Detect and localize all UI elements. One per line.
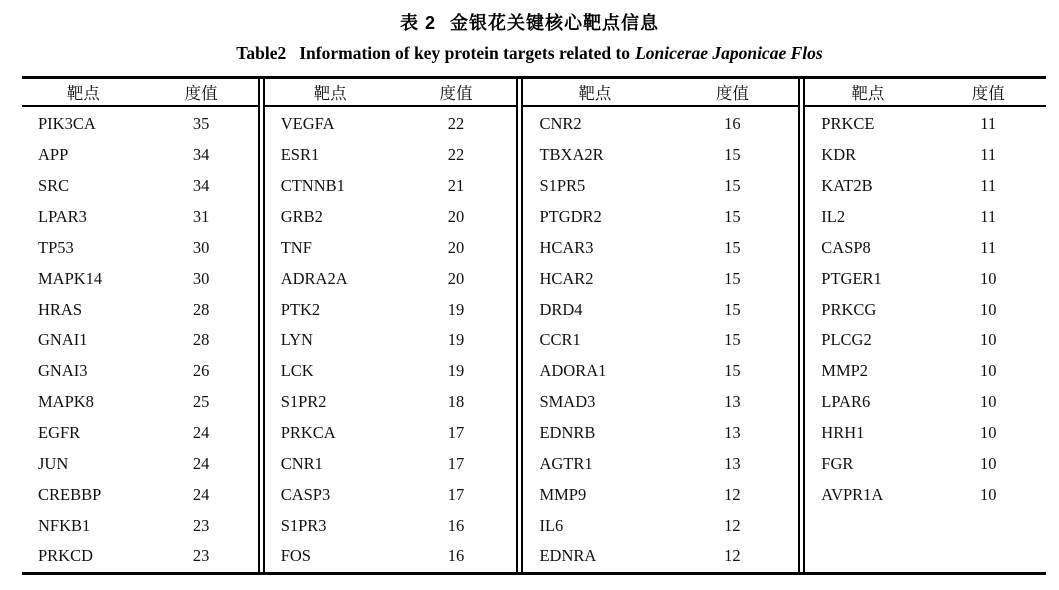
double-rule-divider <box>516 79 523 572</box>
table-row <box>523 448 798 479</box>
table-row <box>523 325 798 356</box>
degree-cell: 12 <box>724 484 741 504</box>
table-row <box>805 171 1046 202</box>
target-cell: MMP9 <box>539 484 587 504</box>
table-row <box>22 541 258 572</box>
target-cell: HRAS <box>38 299 83 319</box>
degree-cell: 11 <box>980 237 997 257</box>
table-row <box>523 263 798 294</box>
table-row <box>805 356 1046 387</box>
table-row <box>22 263 258 294</box>
target-cell: PLCG2 <box>821 330 872 350</box>
target-cell: PRKCD <box>38 546 94 566</box>
degree-cell: 19 <box>447 361 465 381</box>
table-row <box>805 202 1046 233</box>
table-row <box>523 510 798 541</box>
degree-cell: 11 <box>980 114 997 134</box>
group-header <box>22 79 258 107</box>
table-row <box>22 294 258 325</box>
table-number-zh: 表 2 <box>399 13 436 33</box>
table-row <box>265 232 517 263</box>
degree-cell: 15 <box>724 330 741 350</box>
degree-cell: 20 <box>447 207 465 226</box>
degree-cell: 10 <box>979 453 997 473</box>
degree-column-header: 度值 <box>971 84 1005 103</box>
target-cell: ADRA2A <box>280 268 348 288</box>
group-rows <box>805 107 1046 572</box>
degree-cell: 15 <box>724 176 741 196</box>
table-row <box>22 387 258 418</box>
table-row <box>22 448 258 479</box>
degree-column-header: 度值 <box>184 84 218 103</box>
table-row <box>22 418 258 449</box>
table-row <box>265 510 517 541</box>
target-cell: HCAR3 <box>539 237 594 257</box>
table-row <box>523 541 798 572</box>
table-row <box>805 510 1046 541</box>
degree-cell: 10 <box>979 484 997 504</box>
degree-cell: 11 <box>980 207 997 226</box>
target-group <box>805 79 1046 572</box>
degree-cell: 15 <box>724 145 741 165</box>
degree-cell: 15 <box>724 299 741 319</box>
table-row <box>805 263 1046 294</box>
table-row <box>523 171 798 202</box>
target-cell: S1PR2 <box>280 392 327 412</box>
target-cell: HRH1 <box>821 423 865 443</box>
degree-cell: 21 <box>447 176 465 196</box>
group-header <box>523 79 798 107</box>
table-row <box>265 479 517 510</box>
degree-cell: 22 <box>447 145 465 165</box>
table-row <box>805 294 1046 325</box>
target-cell: GNAI1 <box>38 330 88 350</box>
table-row <box>22 510 258 541</box>
table-row <box>265 418 517 449</box>
target-cell: MAPK14 <box>38 268 103 288</box>
target-cell: IL6 <box>539 515 564 535</box>
degree-cell: 12 <box>724 515 741 535</box>
table-row <box>523 418 798 449</box>
degree-cell: 17 <box>447 453 465 473</box>
target-cell: HCAR2 <box>539 268 594 288</box>
table-row <box>265 140 517 171</box>
table-title-english <box>0 43 1059 64</box>
table-row <box>265 294 517 325</box>
degree-cell: 12 <box>724 546 741 566</box>
table-row <box>805 109 1046 140</box>
target-cell: S1PR3 <box>280 515 327 535</box>
targets-table <box>22 76 1046 575</box>
table-row <box>22 325 258 356</box>
target-cell: GNAI3 <box>38 361 88 381</box>
target-cell: LYN <box>280 330 313 350</box>
table-row <box>523 109 798 140</box>
degree-cell: 15 <box>724 237 741 257</box>
target-column-header: 靶点 <box>851 84 885 103</box>
group-rows <box>265 107 517 572</box>
target-cell: AVPR1A <box>821 484 884 504</box>
target-group <box>265 79 517 572</box>
degree-cell: 13 <box>724 423 741 443</box>
target-cell: ESR1 <box>280 145 320 165</box>
degree-cell: 13 <box>724 392 741 412</box>
table-row <box>805 232 1046 263</box>
target-cell: LPAR6 <box>821 392 871 412</box>
degree-cell: 19 <box>447 299 465 319</box>
target-cell: PIK3CA <box>38 114 96 134</box>
target-column-header: 靶点 <box>313 84 347 103</box>
table-row <box>523 140 798 171</box>
target-cell: SRC <box>38 176 70 196</box>
degree-cell: 16 <box>447 515 465 535</box>
target-cell: IL2 <box>821 207 846 226</box>
degree-cell: 35 <box>192 114 210 134</box>
target-cell: PRKCG <box>821 299 877 319</box>
degree-cell: 15 <box>724 207 741 226</box>
target-cell: CNR2 <box>539 114 582 134</box>
table-row <box>22 232 258 263</box>
degree-cell: 17 <box>447 484 465 504</box>
degree-cell: 11 <box>980 176 997 196</box>
degree-cell: 17 <box>447 423 465 443</box>
target-cell: CREBBP <box>38 484 102 504</box>
table-row <box>805 325 1046 356</box>
degree-cell: 10 <box>979 423 997 443</box>
target-cell: CASP3 <box>280 484 331 504</box>
target-cell: FOS <box>280 546 311 566</box>
degree-column-header: 度值 <box>715 84 749 103</box>
target-cell: MMP2 <box>821 361 869 381</box>
degree-cell: 24 <box>192 453 210 473</box>
target-cell: AGTR1 <box>539 453 593 473</box>
table-row <box>265 541 517 572</box>
target-cell: CTNNB1 <box>280 176 345 196</box>
target-cell: PRKCE <box>821 114 875 134</box>
degree-cell: 31 <box>192 207 210 226</box>
degree-cell: 10 <box>979 361 997 381</box>
target-cell: APP <box>38 145 69 165</box>
table-row <box>22 109 258 140</box>
degree-cell: 15 <box>724 268 741 288</box>
degree-cell: 23 <box>192 546 210 566</box>
double-rule-divider <box>258 79 265 572</box>
table-row <box>523 294 798 325</box>
group-rows <box>22 107 258 572</box>
target-group <box>523 79 798 572</box>
target-cell: EDNRB <box>539 423 596 443</box>
degree-cell: 10 <box>979 268 997 288</box>
target-cell: EDNRA <box>539 546 597 566</box>
target-cell: KDR <box>821 145 857 165</box>
degree-cell: 34 <box>192 145 210 165</box>
target-cell: DRD4 <box>539 299 583 319</box>
target-cell: KAT2B <box>821 176 873 196</box>
table-caption-zh: 金银花关键核心靶点信息 <box>450 13 659 33</box>
degree-cell: 16 <box>447 546 465 566</box>
degree-cell: 20 <box>447 237 465 257</box>
table-row <box>22 140 258 171</box>
double-rule-divider <box>798 79 805 572</box>
table-row <box>265 448 517 479</box>
table-row <box>523 479 798 510</box>
degree-cell: 28 <box>192 330 210 350</box>
table-row <box>22 479 258 510</box>
table-row <box>523 387 798 418</box>
table-row <box>805 479 1046 510</box>
degree-cell: 10 <box>979 299 997 319</box>
degree-cell: 34 <box>192 176 210 196</box>
degree-cell: 11 <box>980 145 997 165</box>
target-cell: PTK2 <box>280 299 321 319</box>
degree-cell: 28 <box>192 299 210 319</box>
target-column-header: 靶点 <box>578 84 612 103</box>
degree-cell: 19 <box>447 330 465 350</box>
table-row <box>265 325 517 356</box>
table-row <box>265 387 517 418</box>
table-row <box>523 232 798 263</box>
table-row <box>805 418 1046 449</box>
target-cell: S1PR5 <box>539 176 586 196</box>
table-number-en: Table2 <box>236 43 287 63</box>
target-cell: TNF <box>280 237 312 257</box>
target-cell: MAPK8 <box>38 392 94 412</box>
target-cell: CNR1 <box>280 453 323 473</box>
group-header <box>265 79 517 107</box>
target-group <box>22 79 258 572</box>
target-cell: CASP8 <box>821 237 871 257</box>
table-row <box>22 202 258 233</box>
degree-cell: 30 <box>192 237 210 257</box>
degree-cell: 30 <box>192 268 210 288</box>
target-cell: LPAR3 <box>38 207 87 226</box>
target-cell: NFKB1 <box>38 515 91 535</box>
table-caption-en: Information of key protein targets related to <box>299 43 631 63</box>
target-cell: GRB2 <box>280 207 323 226</box>
target-cell: CCR1 <box>539 330 581 350</box>
degree-cell: 13 <box>724 453 741 473</box>
table-row <box>805 541 1046 572</box>
degree-cell: 18 <box>447 392 465 412</box>
target-cell: VEGFA <box>280 114 335 134</box>
table-title-chinese <box>0 9 1059 35</box>
degree-cell: 20 <box>447 268 465 288</box>
target-column-header: 靶点 <box>66 84 100 103</box>
target-cell: PTGER1 <box>821 268 882 288</box>
target-cell: PRKCA <box>280 423 336 443</box>
table-row <box>805 140 1046 171</box>
target-cell: TP53 <box>38 237 74 257</box>
table-row <box>805 448 1046 479</box>
group-rows <box>523 107 798 572</box>
target-cell: TBXA2R <box>539 145 604 165</box>
target-cell: LCK <box>280 361 314 381</box>
target-cell: PTGDR2 <box>539 207 602 226</box>
table-row <box>22 171 258 202</box>
table-row <box>523 202 798 233</box>
degree-cell: 24 <box>192 484 210 504</box>
target-cell: ADORA1 <box>539 361 607 381</box>
degree-cell: 10 <box>979 330 997 350</box>
table-row <box>523 356 798 387</box>
degree-cell: 24 <box>192 423 210 443</box>
degree-cell: 22 <box>447 114 465 134</box>
species-name-italic: Lonicerae Japonicae Flos <box>635 43 823 63</box>
table-row <box>265 263 517 294</box>
degree-cell: 25 <box>192 392 210 412</box>
table-row <box>265 109 517 140</box>
table-row <box>265 202 517 233</box>
degree-cell: 26 <box>192 361 210 381</box>
degree-cell: 16 <box>724 114 741 134</box>
table-row <box>805 387 1046 418</box>
target-cell: EGFR <box>38 423 81 443</box>
degree-cell: 23 <box>192 515 210 535</box>
target-cell: JUN <box>38 453 69 473</box>
table-row <box>265 356 517 387</box>
target-cell: FGR <box>821 453 854 473</box>
target-cell: SMAD3 <box>539 392 596 412</box>
group-header <box>805 79 1046 107</box>
degree-cell: 15 <box>724 361 741 381</box>
table-row <box>265 171 517 202</box>
table-row <box>22 356 258 387</box>
degree-column-header: 度值 <box>439 84 473 103</box>
degree-cell: 10 <box>979 392 997 412</box>
